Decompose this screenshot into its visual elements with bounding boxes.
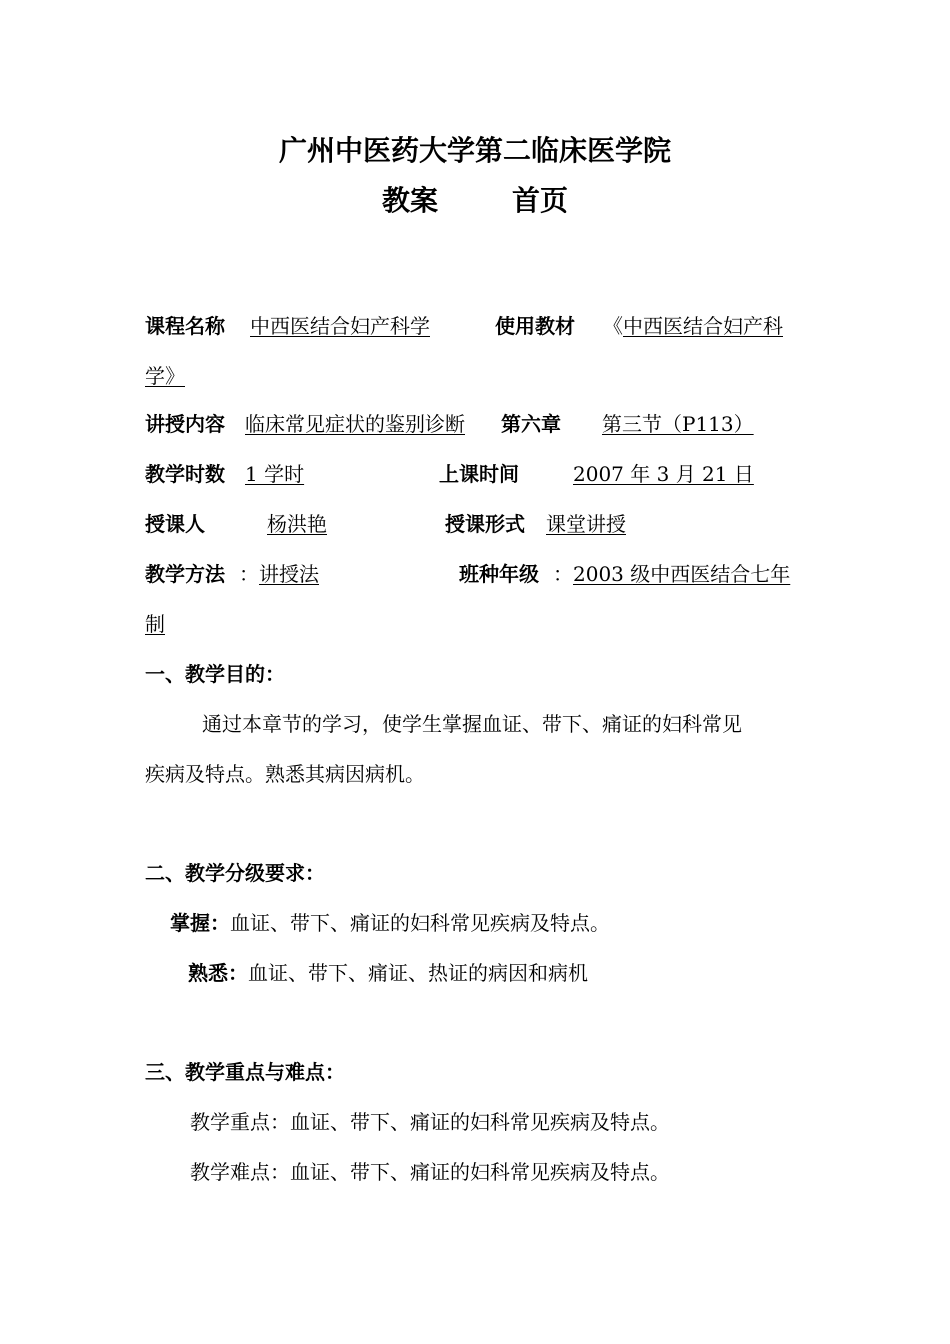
textbook-value: 中西医结合妇产科 bbox=[623, 314, 783, 338]
teaching-method-value: 讲授法 bbox=[259, 562, 319, 586]
objective-text-line2: 疾病及特点。熟悉其病因病机。 bbox=[145, 762, 425, 786]
key-difficult-heading: 三、教学重点与难点： bbox=[145, 1060, 345, 1084]
document-title: 广州中医药大学第二临床医学院 bbox=[278, 134, 671, 167]
teaching-form-value: 课堂讲授 bbox=[546, 512, 626, 536]
master-text: 血证、带下、痛证的妇科常见疾病及特点。 bbox=[230, 911, 610, 935]
objective-heading: 一、教学目的： bbox=[145, 662, 285, 686]
familiar-label: 熟悉： bbox=[188, 961, 248, 985]
course-name-label: 课程名称 bbox=[145, 314, 225, 338]
key-point-text: 教学重点：血证、带下、痛证的妇科常见疾病及特点。 bbox=[190, 1110, 670, 1134]
section-value: 第三节（P113） bbox=[602, 412, 754, 436]
document-subtitle bbox=[0, 183, 950, 219]
textbook-value-continued: 学》 bbox=[145, 364, 185, 388]
difficult-point-text: 教学难点：血证、带下、痛证的妇科常见疾病及特点。 bbox=[190, 1160, 670, 1184]
class-grade-label: 班种年级 bbox=[459, 562, 539, 586]
textbook-continued-row bbox=[145, 361, 185, 391]
teaching-content-label: 讲授内容 bbox=[145, 412, 225, 436]
class-grade-continued-row bbox=[145, 609, 165, 639]
teaching-form-label: 授课形式 bbox=[445, 512, 525, 536]
teacher-label: 授课人 bbox=[145, 512, 205, 536]
course-name-value: 中西医结合妇产科学 bbox=[250, 314, 430, 338]
subtitle-lesson-plan: 教案 bbox=[381, 184, 438, 217]
chapter-label: 第六章 bbox=[501, 412, 561, 436]
teaching-method-label: 教学方法 bbox=[145, 562, 225, 586]
master-row bbox=[170, 908, 610, 938]
teacher-value: 杨洪艳 bbox=[267, 512, 327, 536]
teaching-hours-value: 1 学时 bbox=[245, 462, 305, 486]
class-time-label: 上课时间 bbox=[439, 462, 519, 486]
objective-text-line1: 通过本章节的学习，使学生掌握血证、带下、痛证的妇科常见 bbox=[202, 712, 742, 736]
subtitle-first-page: 首页 bbox=[512, 184, 569, 217]
class-grade-value-continued: 制 bbox=[145, 612, 165, 636]
familiar-row bbox=[188, 958, 588, 988]
class-time-value: 2007 年 3 月 21 日 bbox=[573, 462, 754, 486]
teaching-content-value: 临床常见症状的鉴别诊断 bbox=[245, 412, 465, 436]
levels-heading: 二、教学分级要求： bbox=[145, 861, 325, 885]
familiar-text: 血证、带下、痛证、热证的病因和病机 bbox=[248, 961, 588, 985]
lesson-plan-page: 广州中医药大学第二临床医学院 教案 首页 课程名称 中西医结合妇产科学 使用教材 《 中西医结合妇产科 学》 讲授内容 临床常见症状的鉴别诊断 第六章 第三节（P113） 教学时数 1 学时 上课时间 2007 年 3 月 21 日 授课人 杨洪艳 授课形式 课堂讲授 教学方法 ： 讲授法 班种年级 ： 2003 级中西医结合七年 制 一、教学目的： 通过本章节的学习，使学生掌握血证、带下、痛证的妇科常见 疾病及特点。熟悉其病因病机。 二、教学分级要求： 掌握：血证、带下、痛证的妇科常见疾病及特点。 熟悉：血证、带下、痛证、热证的病因和病机 三、教学重点与难点： 教学重点：血证、带下、痛证的妇科常见疾病及特点。 教学难点：血证、带下、痛证的妇科常见疾病及特点。 bbox=[0, 0, 950, 1344]
textbook-open-bracket: 《 bbox=[603, 314, 623, 338]
class-grade-value: 2003 级中西医结合七年 bbox=[573, 562, 791, 586]
teaching-hours-label: 教学时数 bbox=[145, 462, 225, 486]
textbook-label: 使用教材 bbox=[495, 314, 575, 338]
master-label: 掌握： bbox=[170, 911, 230, 935]
